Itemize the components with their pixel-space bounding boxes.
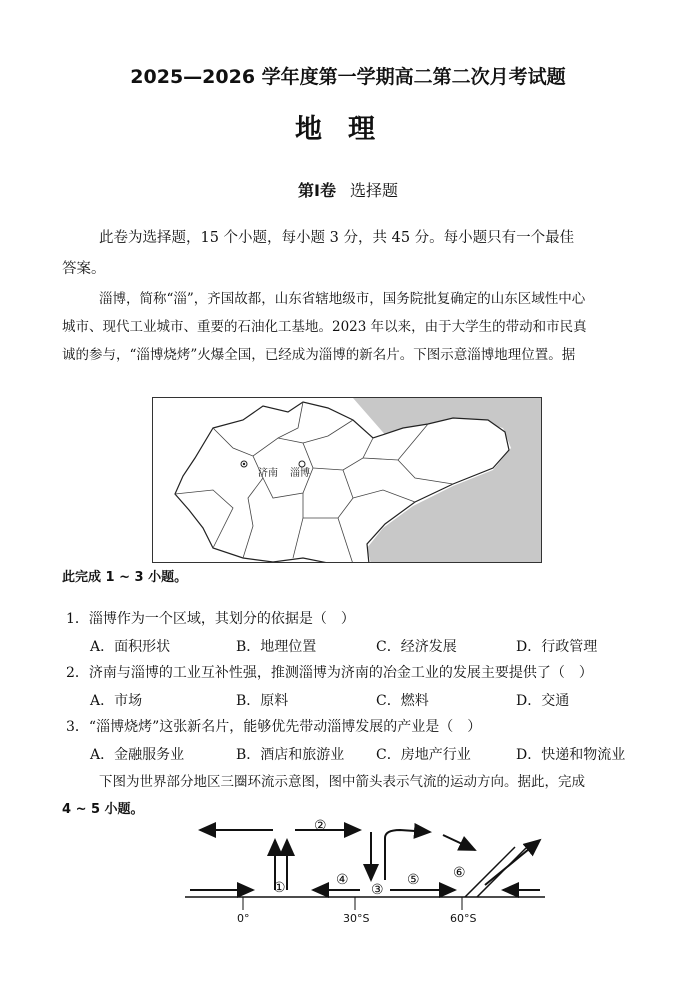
diagram-label-4: ④ (336, 872, 349, 888)
circulation-diagram (185, 810, 545, 935)
q1-option-a[interactable]: A．面积形状 (90, 639, 171, 655)
q2-option-a[interactable]: A．市场 (90, 693, 143, 709)
q3-option-c[interactable]: C．房地产行业 (376, 747, 471, 763)
question-3-stem: 3．“淄博烧烤”这张新名片，能够优先带动淄博发展的产业是（ ） (66, 719, 482, 735)
q1-option-b[interactable]: B．地理位置 (236, 639, 317, 655)
subject-title: 地理 (295, 114, 401, 145)
passage1-line-2: 城市、现代工业城市、重要的石油化工基地。2023 年以来，由于大学生的带动和市民真 (62, 319, 587, 335)
q3-option-d[interactable]: D．快递和物流业 (516, 747, 626, 763)
latitude-30s: 30°S (343, 912, 370, 925)
diagram-label-3: ③ (371, 882, 384, 898)
diagram-label-5: ⑤ (407, 872, 420, 888)
q1-option-d[interactable]: D．行政管理 (516, 639, 598, 655)
question-2-stem: 2．济南与淄博的工业互补性强，推测淄博为济南的冶金工业的发展主要提供了（ ） (66, 665, 593, 681)
passage1-line-4: 此完成 1 ~ 3 小题。 (62, 570, 188, 585)
intro-line-2: 答案。 (62, 261, 106, 277)
q3-option-a[interactable]: A．金融服务业 (90, 747, 185, 763)
section-name: 选择题 (349, 181, 398, 200)
map-drawing (153, 398, 542, 563)
diagram-label-1: ① (273, 880, 286, 896)
question-1-stem: 1．淄博作为一个区域，其划分的依据是（ ） (66, 611, 355, 627)
q3-option-b[interactable]: B．酒店和旅游业 (236, 747, 345, 763)
section-heading (0, 178, 696, 201)
map-label-zibo: 淄博 (290, 468, 310, 479)
diagram-label-2: ② (314, 818, 327, 834)
diagram-label-6: ⑥ (453, 865, 466, 881)
map-label-jinan: 济南 (258, 468, 278, 479)
passage1-line-1: 淄博，简称“淄”，齐国故都，山东省辖地级市，国务院批复确定的山东区域性中心 (99, 291, 586, 307)
shandong-map (152, 397, 542, 563)
intro-line-1: 此卷为选择题，15 个小题，每小题 3 分，共 45 分。每小题只有一个最佳 (99, 230, 575, 246)
passage1-line-3: 诚的参与，“淄博烧烤”火爆全国，已经成为淄博的新名片。下图示意淄博地理位置。据 (62, 347, 576, 363)
exam-title: 2025—2026 学年度第一学期高二第二次月考试题 (130, 66, 566, 88)
q1-option-c[interactable]: C．经济发展 (376, 639, 457, 655)
q2-option-d[interactable]: D．交通 (516, 693, 570, 709)
q2-option-b[interactable]: B．原料 (236, 693, 289, 709)
section-label: 第Ⅰ卷 (298, 181, 336, 200)
passage2-line-1: 下图为世界部分地区三圈环流示意图，图中箭头表示气流的运动方向。据此，完成 (99, 774, 585, 790)
passage2-line-2: 4 ~ 5 小题。 (62, 802, 144, 817)
latitude-60s: 60°S (450, 912, 477, 925)
q2-option-c[interactable]: C．燃料 (376, 693, 429, 709)
latitude-0: 0° (237, 912, 250, 925)
